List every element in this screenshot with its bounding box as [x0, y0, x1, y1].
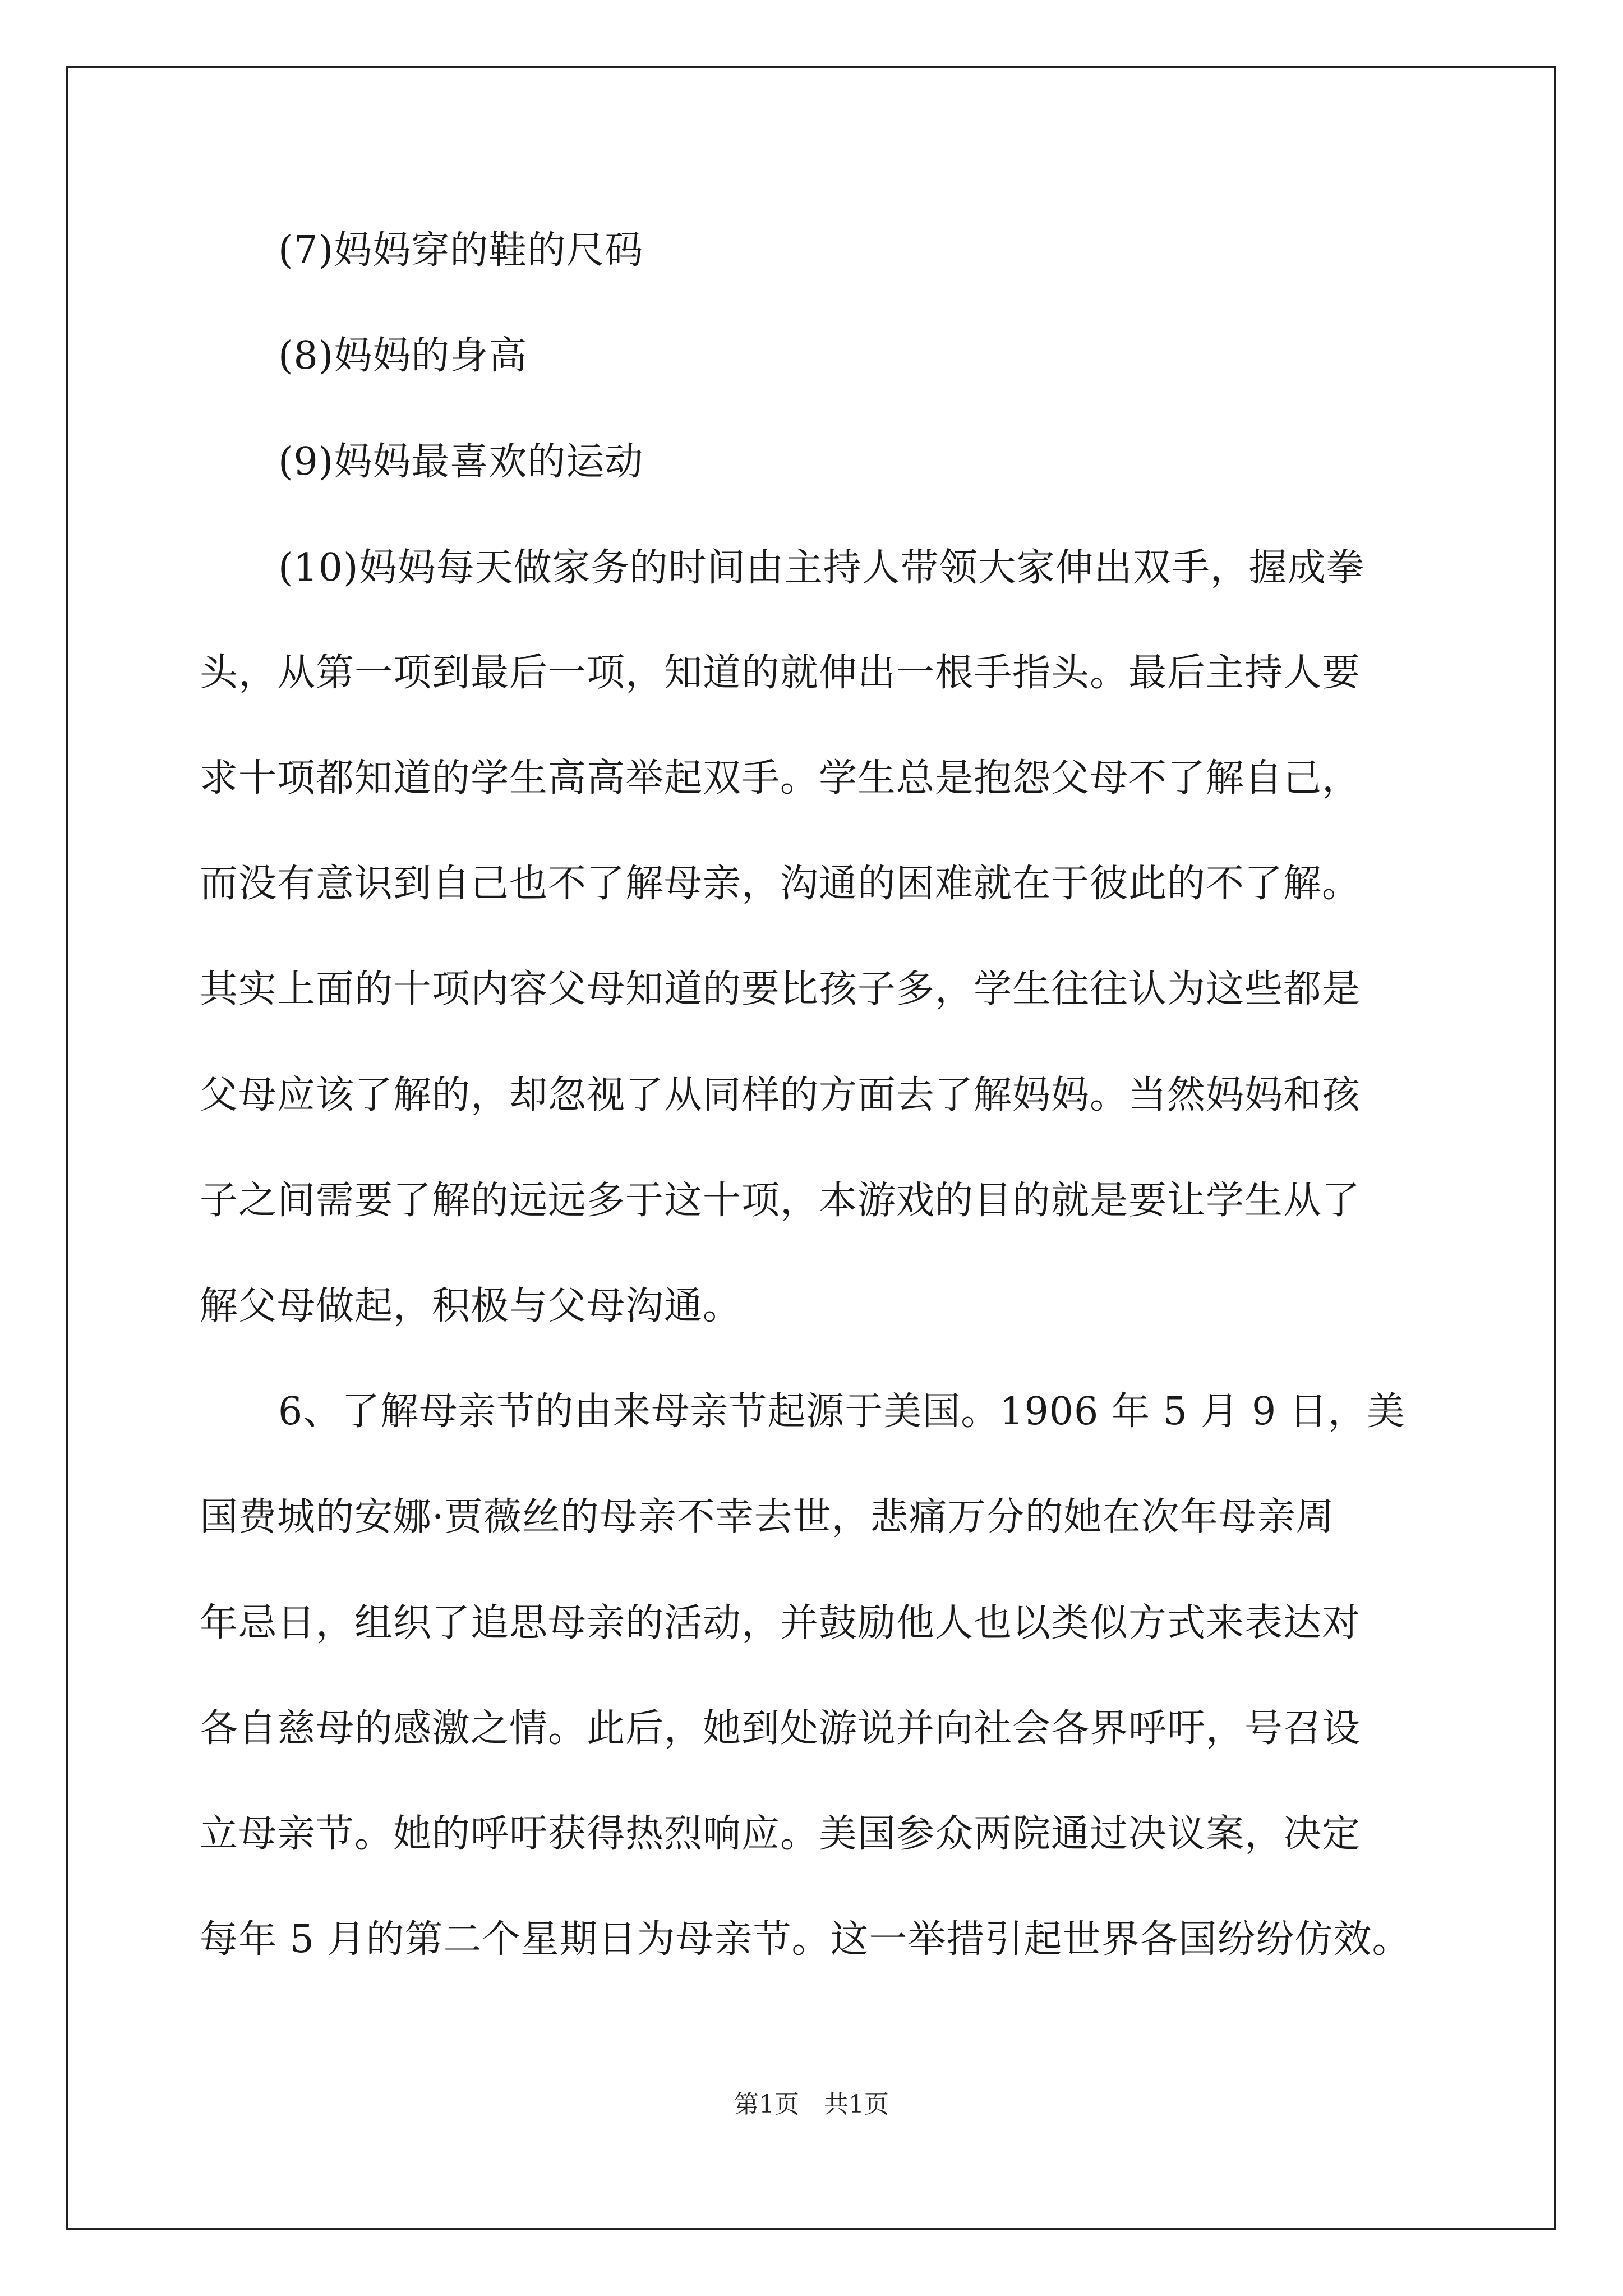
- paragraph-line: 国费城的安娜·贾薇丝的母亲不幸去世，悲痛万分的她在次年母亲周: [200, 1495, 1335, 1539]
- paragraph-line: 各自慈母的感激之情。此后，她到处游说并向社会各界呼吁，号召设: [200, 1706, 1361, 1751]
- page-number-footer: 第1页 共1页: [734, 2090, 889, 2119]
- paragraph-line: 6、了解母亲节的由来母亲节起源于美国。1906 年 5 月 9 日，美: [278, 1389, 1405, 1434]
- paragraph-line: 求十项都知道的学生高高举起双手。学生总是抱怨父母不了解自己，: [200, 756, 1361, 800]
- paragraph-line: 父母应该了解的，却忽视了从同样的方面去了解妈妈。当然妈妈和孩: [200, 1073, 1361, 1117]
- paragraph-line: (10)妈妈每天做家务的时间由主持人带领大家伸出双手，握成拳: [278, 546, 1365, 590]
- paragraph-line: 其实上面的十项内容父母知道的要比孩子多，学生往往认为这些都是: [200, 967, 1361, 1011]
- page-border: [66, 66, 1556, 2230]
- paragraph-line: 立母亲节。她的呼吁获得热烈响应。美国参众两院通过决议案，决定: [200, 1812, 1361, 1856]
- paragraph-line: 而没有意识到自己也不了解母亲，沟通的困难就在于彼此的不了解。: [200, 862, 1361, 906]
- paragraph-line: (8)妈妈的身高: [278, 334, 528, 378]
- paragraph-line: 子之间需要了解的远远多于这十项，本游戏的目的就是要让学生从了: [200, 1179, 1361, 1223]
- paragraph-line: (7)妈妈穿的鞋的尺码: [278, 228, 644, 273]
- paragraph-line: 头，从第一项到最后一项，知道的就伸出一根手指头。最后主持人要: [200, 651, 1361, 695]
- paragraph-line: 解父母做起，积极与父母沟通。: [200, 1284, 742, 1328]
- paragraph-line: 年忌日，组织了追思母亲的活动，并鼓励他人也以类似方式来表达对: [200, 1601, 1361, 1645]
- paragraph-line: (9)妈妈最喜欢的运动: [278, 440, 644, 484]
- paragraph-line: 每年 5 月的第二个星期日为母亲节。这一举措引起世界各国纷纷仿效。: [200, 1917, 1411, 1962]
